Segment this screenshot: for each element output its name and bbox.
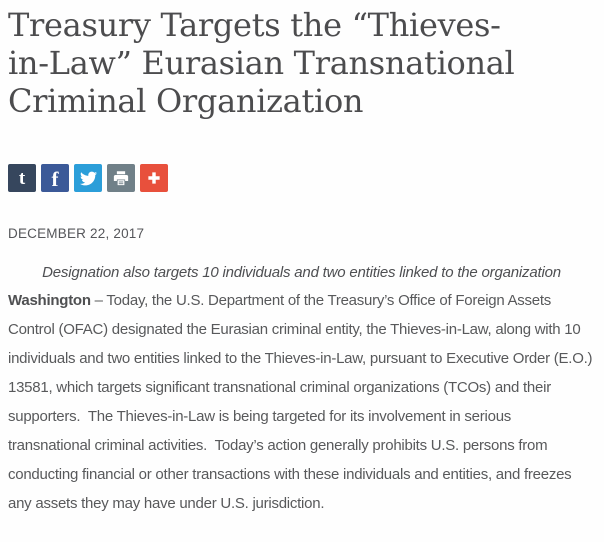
share-buttons-row xyxy=(8,164,595,192)
page-title xyxy=(8,6,595,120)
article-subtitle: Designation also targets 10 individuals and two entities linked to the organization xyxy=(42,264,561,281)
page-title-line-2: in-Law” Eurasian Transnational xyxy=(8,44,515,82)
facebook-icon: f xyxy=(51,166,59,191)
twitter-share-button[interactable] xyxy=(74,164,102,192)
page-title-line-1: Treasury Targets the “Thieves- xyxy=(8,6,501,44)
twitter-bird-icon xyxy=(80,170,97,187)
tumblr-share-button[interactable] xyxy=(8,164,36,192)
share-more-button[interactable] xyxy=(140,164,168,192)
tumblr-icon: t xyxy=(18,167,26,189)
facebook-share-button[interactable] xyxy=(41,164,69,192)
article-body-text: – Today, the U.S. Department of the Treasury’s Office of Foreign Assets Control (OFAC) designated the Eurasian criminal entity, the Thieves-in-Law, along with 10 individuals and two entities linked to the Thieves-in-Law, pursuant to Executive Order (E.O.) 13581, which targets significant transnational criminal organizations (TCOs) and their supporters. The Thieves-in-Law is being targeted for its involvement in serious transnational criminal activities. Today’s action generally prohibits U.S. persons from conducting financial or other transactions with these individuals and entities, and freezes any assets they may have under U.S. jurisdiction. xyxy=(8,292,597,512)
article-body-lead: Washington xyxy=(8,292,91,309)
printer-icon xyxy=(112,169,130,187)
page-title-line-3: Criminal Organization xyxy=(8,82,364,120)
article-body xyxy=(8,286,595,518)
print-button[interactable] xyxy=(107,164,135,192)
publication-date: DECEMBER 22, 2017 xyxy=(8,226,145,241)
plus-icon xyxy=(145,169,163,187)
